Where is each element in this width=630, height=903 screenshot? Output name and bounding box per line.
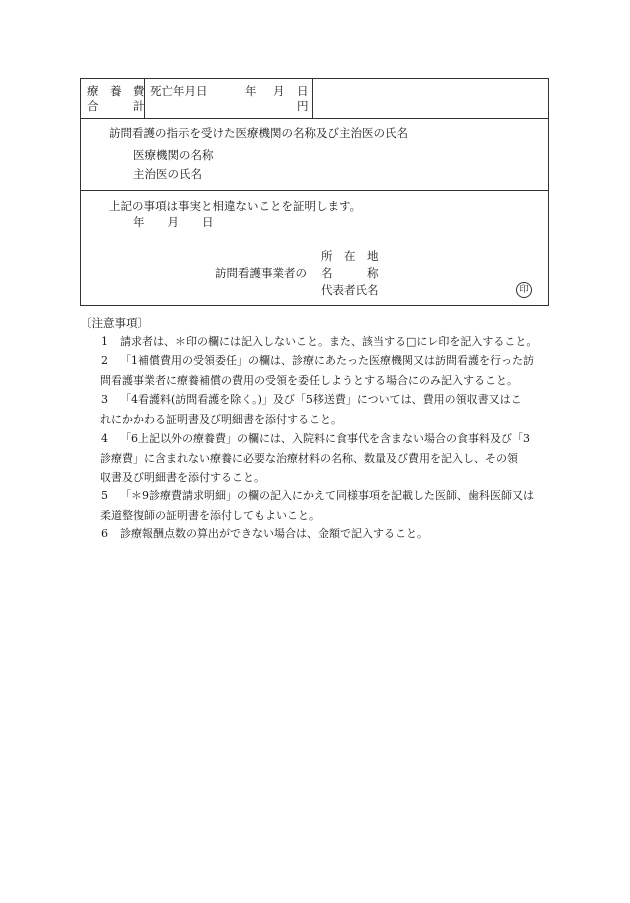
day-label: 日 <box>297 84 309 98</box>
certification-row <box>81 191 548 305</box>
note-text-cont: 問看護事業者に療養補償の費用の受領を委任しようとする場合にのみ記入すること。 <box>100 373 518 387</box>
blank-cell[interactable] <box>313 79 549 118</box>
note-number: 3 <box>101 393 108 406</box>
provider-label: 訪問看護事業者の <box>215 266 307 280</box>
month-label: 月 <box>273 84 285 98</box>
representative-label: 代表者氏名 <box>321 283 379 297</box>
note-item <box>80 351 550 390</box>
note-text-cont: 柔道整復師の証明書を添付してもよいこと。 <box>100 508 320 522</box>
note-text-cont: 診療費」に含まれない療養に必要な治療材料の名称、数量及び費用を記入し、その領 <box>100 451 518 465</box>
address-label: 所 在 地 <box>321 249 379 263</box>
note-text-cont: 収書及び明細書を添付すること。 <box>100 471 265 484</box>
note-text: 「1補償費用の受領委任」の欄は、診療にあたった医療機関又は訪問看護を行った訪 <box>120 354 534 367</box>
note-item <box>80 524 550 544</box>
note-item <box>80 429 550 488</box>
note-text: 「＊9診療費請求明細」の欄の記入にかえて同様事項を記載した医師、歯科医師又は <box>120 489 534 502</box>
note-text-cont: れにかかわる証明書及び明細書を添付すること。 <box>100 412 342 426</box>
note-number: 4 <box>101 432 108 445</box>
note-text: 「6上記以外の療養費」の欄には、入院料に食事代を含まない場合の食事料及び「3 <box>120 432 530 445</box>
note-item <box>80 390 550 429</box>
note-item <box>80 332 550 352</box>
note-text: 請求者は、＊印の欄には記入しないこと。また、該当する□にレ印を記入すること。 <box>120 335 538 348</box>
seal-icon: 印 <box>516 282 532 298</box>
death-date-label: 死亡年月日 <box>150 84 208 98</box>
name-label: 名 称 <box>321 266 379 280</box>
fee-total-label-cell <box>81 79 145 118</box>
notes-title: 〔注意事項〕 <box>80 316 149 330</box>
note-number: 5 <box>101 489 108 502</box>
yen-label: 円 <box>297 99 309 113</box>
institution-name-label: 医療機関の名称 <box>133 148 214 162</box>
institution-heading: 訪問看護の指示を受けた医療機関の名称及び主治医の氏名 <box>109 126 408 140</box>
fee-label-line2: 合 計 <box>87 99 145 113</box>
note-text: 「4看護料(訪問看護を除く。)」及び「5移送費」については、費用の領収書又はこ <box>120 393 522 406</box>
note-item <box>80 486 550 525</box>
note-number: 2 <box>101 354 108 367</box>
year-label: 年 <box>245 84 257 98</box>
note-text: 診療報酬点数の算出ができない場合は、金額で記入すること。 <box>120 527 428 540</box>
certification-form <box>80 78 549 306</box>
institution-row <box>81 119 548 191</box>
note-number: 1 <box>101 335 108 348</box>
death-date-cell <box>144 79 313 118</box>
doctor-name-label: 主治医の氏名 <box>133 167 202 181</box>
fee-label-line1: 療 養 費 <box>87 84 145 98</box>
certification-date: 年 月 日 <box>133 215 214 229</box>
fee-row <box>81 79 548 119</box>
note-number: 6 <box>101 527 108 540</box>
certification-text: 上記の事項は事実と相違ないことを証明します。 <box>109 199 362 213</box>
